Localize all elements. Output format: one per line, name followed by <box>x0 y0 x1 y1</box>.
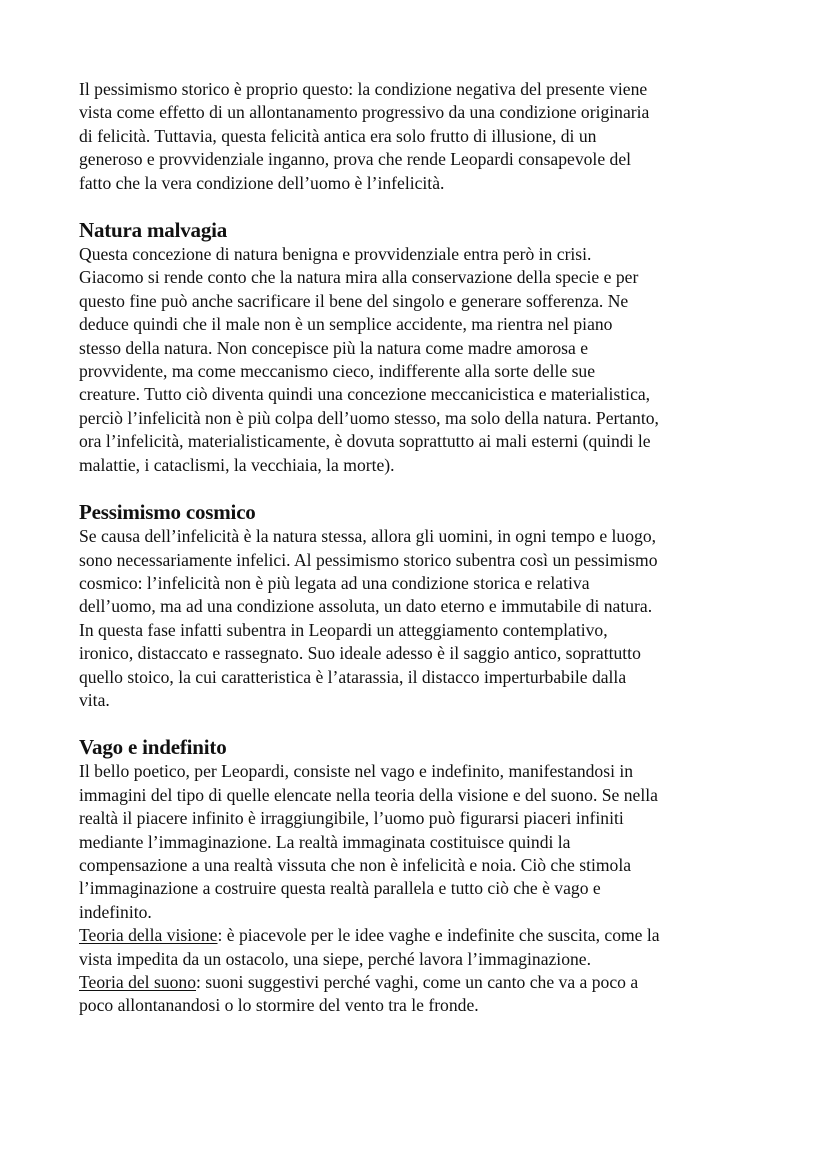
section-heading: Pessimismo cosmico <box>79 500 256 525</box>
text-line: provvidente, ma come meccanismo cieco, indifferente alla sorte delle sue <box>79 361 596 382</box>
text-line: vista impedita da un ostacolo, una siepe, perché lavora l’immaginazione. <box>79 948 591 969</box>
text-line: creature. Tutto ciò diventa quindi una concezione meccanicistica e materialistica, <box>79 384 651 405</box>
theory-description: : è piacevole per le idee vaghe e indefinite che suscita, come la <box>217 925 660 946</box>
text-line: fatto che la vera condizione dell’uomo è l’infelicità. <box>79 172 445 193</box>
text-line: questo fine può anche sacrificare il bene del singolo e generare sofferenza. Ne <box>79 290 629 311</box>
section-heading: Natura malvagia <box>79 218 228 243</box>
text-line: realtà il piacere infinito è irraggiungibile, l’uomo può figurarsi piaceri infiniti <box>79 808 624 829</box>
section-paragraph <box>79 760 779 1017</box>
text-line: Giacomo si rende conto che la natura mira alla conservazione della specie e per <box>79 267 639 288</box>
document-page <box>79 78 779 1018</box>
text-line: stesso della natura. Non concepisce più la natura come madre amorosa e <box>79 337 589 358</box>
text-line: sono necessariamente infelici. Al pessimismo storico subentra così un pessimismo <box>79 549 658 570</box>
section-natura-malvagia <box>79 218 779 477</box>
text-line: cosmico: l’infelicità non è più legata ad una condizione storica e relativa <box>79 572 590 593</box>
text-line: mediante l’immaginazione. La realtà immaginata costituisce quindi la <box>79 831 571 852</box>
text-line: indefinito. <box>79 901 152 922</box>
text-line: malattie, i cataclismi, la vecchiaia, la morte). <box>79 454 395 475</box>
section-paragraph <box>79 243 779 477</box>
theory-term-visione: Teoria della visione <box>79 925 218 946</box>
section-vago-e-indefinito <box>79 735 779 1017</box>
text-line: Se causa dell’infelicità è la natura stessa, allora gli uomini, in ogni tempo e luogo, <box>79 526 657 547</box>
text-line: dell’uomo, ma ad una condizione assoluta, un dato eterno e immutabile di natura. <box>79 596 653 617</box>
theory-suono-line <box>79 971 779 994</box>
theory-description: : suoni suggestivi perché vaghi, come un canto che va a poco a <box>196 972 639 992</box>
text-line: ironico, distaccato e rassegnato. Suo ideale adesso è il saggio antico, soprattutto <box>79 643 641 664</box>
section-heading: Vago e indefinito <box>79 735 227 760</box>
text-line: ora l’infelicità, materialisticamente, è dovuta soprattutto ai mali esterni (quindi le <box>79 431 651 452</box>
text-line: immagini del tipo di quelle elencate nella teoria della visione e del suono. Se nella <box>79 784 658 805</box>
text-line: perciò l’infelicità non è più colpa dell’uomo stesso, ma solo della natura. Pertanto, <box>79 407 659 428</box>
text-line: quello stoico, la cui caratteristica è l’atarassia, il distacco imperturbabile dalla <box>79 666 627 687</box>
text-line: Questa concezione di natura benigna e provvidenziale entra però in crisi. <box>79 244 592 265</box>
text-line: vista come effetto di un allontanamento progressivo da una condizione originaria <box>79 102 650 123</box>
text-line: Il bello poetico, per Leopardi, consiste nel vago e indefinito, manifestandosi in <box>79 761 634 782</box>
text-line: di felicità. Tuttavia, questa felicità antica era solo frutto di illusione, di un <box>79 125 597 146</box>
text-line: deduce quindi che il male non è un semplice accidente, ma rientra nel piano <box>79 314 613 335</box>
intro-paragraph <box>79 78 779 195</box>
text-line: Il pessimismo storico è proprio questo: la condizione negativa del presente viene <box>79 79 648 99</box>
text-line: In questa fase infatti subentra in Leopardi un atteggiamento contemplativo, <box>79 619 608 640</box>
text-line: compensazione a una realtà vissuta che non è infelicità e noia. Ciò che stimola <box>79 854 632 875</box>
text-line: generoso e provvidenziale inganno, prova che rende Leopardi consapevole del <box>79 149 632 170</box>
text-line: poco allontanandosi o lo stormire del vento tra le fronde. <box>79 995 479 1016</box>
text-line: l’immaginazione a costruire questa realtà parallela e tutto ciò che è vago e <box>79 878 601 899</box>
theory-term-suono: Teoria del suono <box>79 972 197 992</box>
section-paragraph <box>79 525 779 712</box>
section-pessimismo-cosmico <box>79 500 779 712</box>
text-line: vita. <box>79 689 110 710</box>
theory-visione-line <box>79 924 779 947</box>
